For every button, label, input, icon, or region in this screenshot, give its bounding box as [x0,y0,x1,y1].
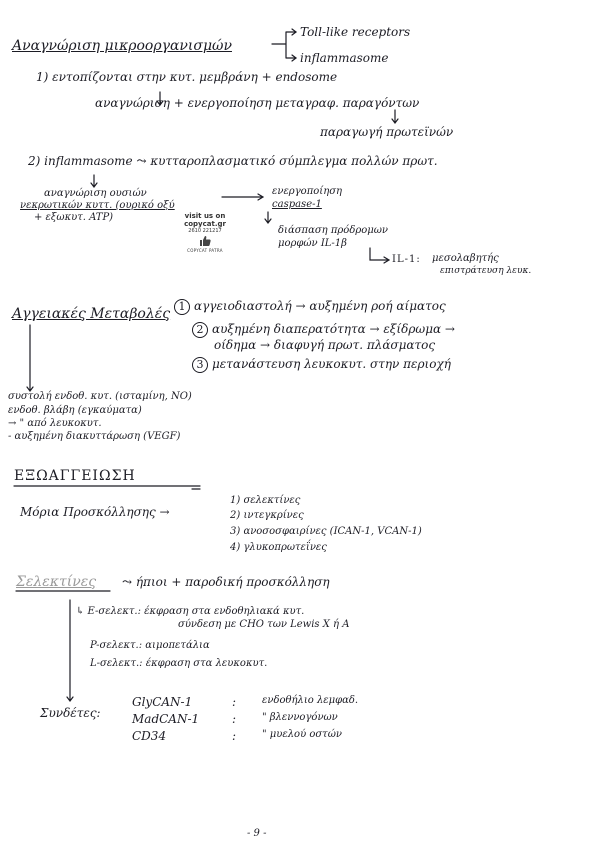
vascular-item2 [192,322,455,338]
left-block-line2: νεκρωτικών κυττ. (ουρικό οξύ [20,200,175,211]
section-heading-selectins: Σελεκτίνες [16,574,97,590]
adhesion-item1: 1) σελεκτίνες [230,495,301,506]
branch-inflammasome: inflammasome [300,51,389,65]
cause-line4: - αυξημένη διακυττάρωση (VEGF) [8,431,181,442]
ligand-sep-2: : [232,712,237,726]
item2-line1: 2) inflammasome ⤳ κυτταροπλασματικό σύμπλεγμα πολλών πρωτ. [28,154,438,168]
vascular-item3-text: μετανάστευση λευκοκυτ. στην περιοχή [212,357,451,371]
cleavage-line2: μορφών IL-1β [278,238,347,249]
vascular-item3 [192,357,451,373]
item1-line1: 1) εντοπίζονται στην κυτ. μεμβράνη + endosome [36,70,338,84]
item1-line3: παραγωγή πρωτεϊνών [320,125,454,139]
e-selectin-line2: σύνδεση με CHO των Lewis X ή A [178,619,350,630]
number-3-circle: 3 [192,357,208,373]
selectins-summary: ⤳ ήπιοι + παροδική προσκόλληση [122,575,330,589]
ligand-name-2: MadCAN-1 [132,712,200,726]
branch-toll-like: Toll-like receptors [300,25,411,39]
section-heading-recognition: Αναγνώριση μικροοργανισμών [12,38,232,54]
vascular-item2-line1: αυξημένη διαπερατότητα → εξίδρωμα → [212,322,455,336]
ligands-label: Συνδέτες: [40,706,101,720]
section-heading-extravasation: ΕΞΩΑΓΓΕΙΩΣΗ [14,468,136,484]
cause-line3: → " από λευκοκυτ. [8,418,102,429]
left-block-line3: + εξωκυτ. ATP) [34,212,114,223]
number-1-circle: 1 [174,299,190,315]
ligand-name-3: CD34 [132,729,167,743]
ligand-name-1: GlyCAN-1 [132,695,193,709]
copyshop-stamp [180,212,230,253]
adhesion-item3: 3) ανοσοσφαιρίνες (ICAN-1, VCAN-1) [230,526,422,537]
ligand-sep-1: : [232,695,237,709]
adhesion-item2: 2) ιντεγκρίνες [230,510,304,521]
cleavage-line1: διάσπαση πρόδρομων [278,225,388,236]
left-block-line1: αναγνώριση ουσιών [44,188,147,199]
thumbs-up-icon [199,235,211,247]
e-selectin-line1: ↳ E-σελεκτ.: έκφραση στα ενδοθηλιακά κυτ. [76,606,305,617]
p-selectin-line: P-σελεκτ.: αιμοπετάλια [90,640,210,651]
ligand-desc-2: " βλεννογόνων [262,712,338,723]
adhesion-molecules-label: Μόρια Προσκόλλησης → [20,505,170,519]
item1-line2: αναγνώριση + ενεργοποίηση μεταγραφ. παραγόντων [95,96,420,110]
ligand-sep-3: : [232,729,237,743]
il1-label: IL-1: [392,254,421,265]
vascular-item1-text: αγγειοδιαστολή → αυξημένη ροή αίματος [194,299,446,313]
ligand-desc-3: " μυελού οστών [262,729,342,740]
cause-line2: ενδοθ. βλάβη (εγκαύματα) [8,405,142,416]
cause-line1: συστολή ενδοθ. κυτ. (ισταμίνη, NO) [8,391,192,402]
number-2-circle: 2 [192,322,208,338]
il1-text-line1: μεσολαβητής [432,253,499,264]
vascular-item2-line2: οίδημα → διαφυγή πρωτ. πλάσματος [214,338,436,352]
stamp-line2: copycat.gr [184,220,226,228]
il1-text-line2: επιστράτευση λευκ. [440,266,532,276]
stamp-phone: 2610 221217 [188,228,222,234]
stamp-line1: visit us on [184,212,226,220]
right-block-line2: caspase-1 [272,199,322,210]
page-number: - 9 - [247,828,267,839]
section-heading-vascular: Αγγειακές Μεταβολές [12,306,171,322]
adhesion-item4: 4) γλυκοπρωτεΐνες [230,542,327,553]
l-selectin-line: L-σελεκτ.: έκφραση στα λευκοκυτ. [90,658,268,669]
stamp-footer: COPYCAT PATRA [187,248,223,253]
right-block-line1: ενεργοποίηση [272,186,343,197]
ligand-desc-1: ενδοθήλιο λεμφαδ. [262,695,359,706]
vascular-item1 [174,299,446,315]
